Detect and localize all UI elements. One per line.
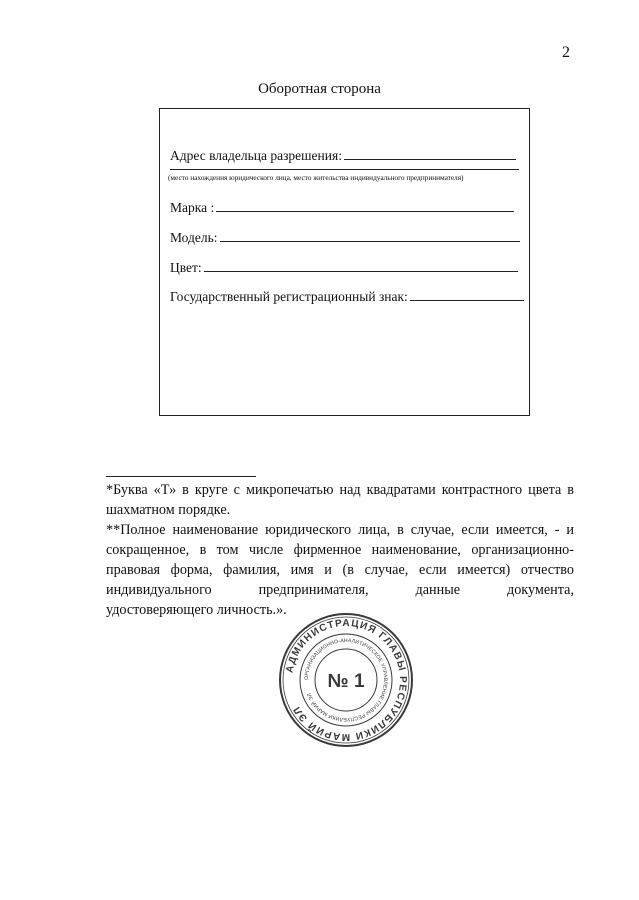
footnote-2-end: удостоверяющего личность.». bbox=[106, 602, 287, 618]
footnote-rule bbox=[106, 476, 256, 477]
address-line[interactable] bbox=[344, 147, 516, 160]
color-field bbox=[170, 259, 518, 276]
model-line[interactable] bbox=[220, 229, 520, 242]
brand-line[interactable] bbox=[216, 199, 514, 212]
official-stamp bbox=[276, 610, 416, 750]
stamp-seal-icon bbox=[276, 610, 416, 750]
model-label: Модель: bbox=[170, 230, 218, 245]
stamp-outer-text: АДМИНИСТРАЦИЯ ГЛАВЫ РЕСПУБЛИКИ МАРИЙ ЭЛ bbox=[284, 617, 409, 743]
brand-field bbox=[170, 199, 514, 216]
model-field bbox=[170, 229, 520, 246]
address-hint: (место нахождения юридического лица, место жительства индивидуального предпринимателя) bbox=[168, 173, 464, 182]
stamp-number: № 1 bbox=[327, 671, 365, 692]
permit-form-box bbox=[159, 108, 530, 416]
address-field bbox=[170, 147, 516, 164]
color-label: Цвет: bbox=[170, 260, 202, 275]
color-line[interactable] bbox=[204, 259, 518, 272]
page-number: 2 bbox=[562, 44, 570, 61]
plate-field bbox=[170, 288, 524, 305]
plate-line[interactable] bbox=[410, 288, 524, 301]
plate-label: Государственный регистрационный знак: bbox=[170, 289, 408, 304]
address-hint-line bbox=[170, 169, 519, 170]
form-title: Оборотная сторона bbox=[258, 81, 381, 97]
footnote-1: *Буква «Т» в круге с микропечатью над квадратами контрастного цвета в шахматном порядке. bbox=[106, 482, 574, 518]
address-label: Адрес владельца разрешения: bbox=[170, 148, 342, 163]
stamp-inner-text: ОРГАНИЗАЦИОННО-АНАЛИТИЧЕСКОЕ УПРАВЛЕНИЕ ГЛАВЫ РЕСПУБЛИКИ МАРИЙ ЭЛ bbox=[303, 637, 389, 723]
footnotes bbox=[106, 480, 574, 620]
brand-label: Марка : bbox=[170, 200, 215, 215]
footnote-2: **Полное наименование юридического лица, в случае, если имеется, - и сокращенное, в том числе фирменное наименование, организационно-правовая форма, фамилия, имя и (в случае, если имеется) отчество индивидуального предпринимателя, данные документа, bbox=[106, 522, 574, 598]
